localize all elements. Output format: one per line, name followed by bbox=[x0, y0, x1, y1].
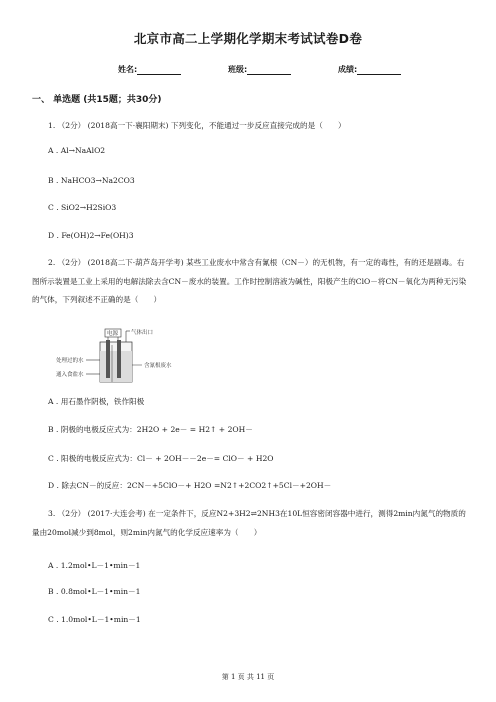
score-blank bbox=[357, 66, 401, 75]
section-heading: 一、 单选题 (共15题；共30分) bbox=[32, 95, 162, 105]
q1-option-d: D . Fe(OH)2→Fe(OH)3 bbox=[48, 231, 134, 240]
score-field bbox=[338, 64, 401, 75]
electrode-left bbox=[106, 340, 110, 378]
salt-inlet-label: 通入食盐水 bbox=[56, 372, 84, 378]
q3-option-c: C . 1.0mol•L－1•min－1 bbox=[48, 615, 141, 624]
page-footer: 第 1 页 共 11 页 bbox=[221, 673, 275, 681]
q2-option-d: D . 除去CN－的反应：2CN－+5ClO－+ H2O =N2↑+2CO2↑+5Cl－+2OH－ bbox=[48, 481, 332, 490]
electrolysis-diagram bbox=[56, 327, 184, 385]
score-label: 成绩: bbox=[338, 65, 358, 74]
page-title: 北京市高二上学期化学期末考试试卷D卷 bbox=[133, 31, 363, 46]
name-blank bbox=[137, 66, 181, 75]
power-label: 电源 bbox=[107, 331, 119, 337]
class-blank bbox=[247, 66, 291, 75]
class-field bbox=[228, 64, 291, 75]
name-label: 姓名: bbox=[118, 65, 138, 74]
q1-option-c: C . SiO2→H2SiO3 bbox=[48, 203, 117, 212]
q2-stem: 2. （2分） (2018高二下·葫芦岛开学考) 某些工业废水中常含有氰根（CN－）的无机物，有一定的毒性，有的还是剧毒。右图所示装置是工业上采用的电解法除去含CN－废水的装置。工作时控制溶液为碱性，阳极产生的ClO－将CN－氧化为两种无污染的气体，下列叙述不正确的是（ ） bbox=[32, 258, 467, 304]
q3-option-b: B . 0.8mol•L－1•min－1 bbox=[48, 587, 141, 596]
cyanide-wastewater-label: 含氰根废水 bbox=[144, 363, 172, 369]
electrode-right bbox=[117, 340, 121, 378]
q1-option-b: B . NaHCO3→Na2CO3 bbox=[48, 176, 135, 185]
q3-option-a: A . 1.2mol•L－1•min－1 bbox=[48, 561, 141, 570]
treated-water-label: 处理过的水 bbox=[56, 358, 84, 364]
name-field bbox=[118, 64, 181, 75]
q2-option-c: C . 阳极的电极反应式为：Cl－ + 2OH－－2e－= ClO－ + H2O bbox=[48, 454, 274, 463]
q2-option-a: A . 用石墨作阴极，铁作阳极 bbox=[48, 397, 145, 406]
q1-option-a: A . Al→NaAlO2 bbox=[48, 146, 106, 155]
q1-stem: 1. （2分） (2018高一下·襄阳期末) 下列变化，不能通过一步反应直接完成的是（ ） bbox=[48, 121, 346, 130]
q2-option-b: B . 阴极的电极反应式为：2H2O + 2e－ = H2↑ + 2OH－ bbox=[48, 425, 253, 434]
gas-outlet-label: 气体出口 bbox=[131, 330, 154, 336]
class-label: 班级: bbox=[228, 65, 248, 74]
q3-stem: 3. （2分） (2017·大连会考) 在一定条件下，反应N2+3H2⇌2NH3在10L恒容密闭容器中进行，测得2min内氮气的物质的量由20mol减少到8mol，则2min内氮气的化学反应速率为（ ） bbox=[32, 509, 466, 537]
